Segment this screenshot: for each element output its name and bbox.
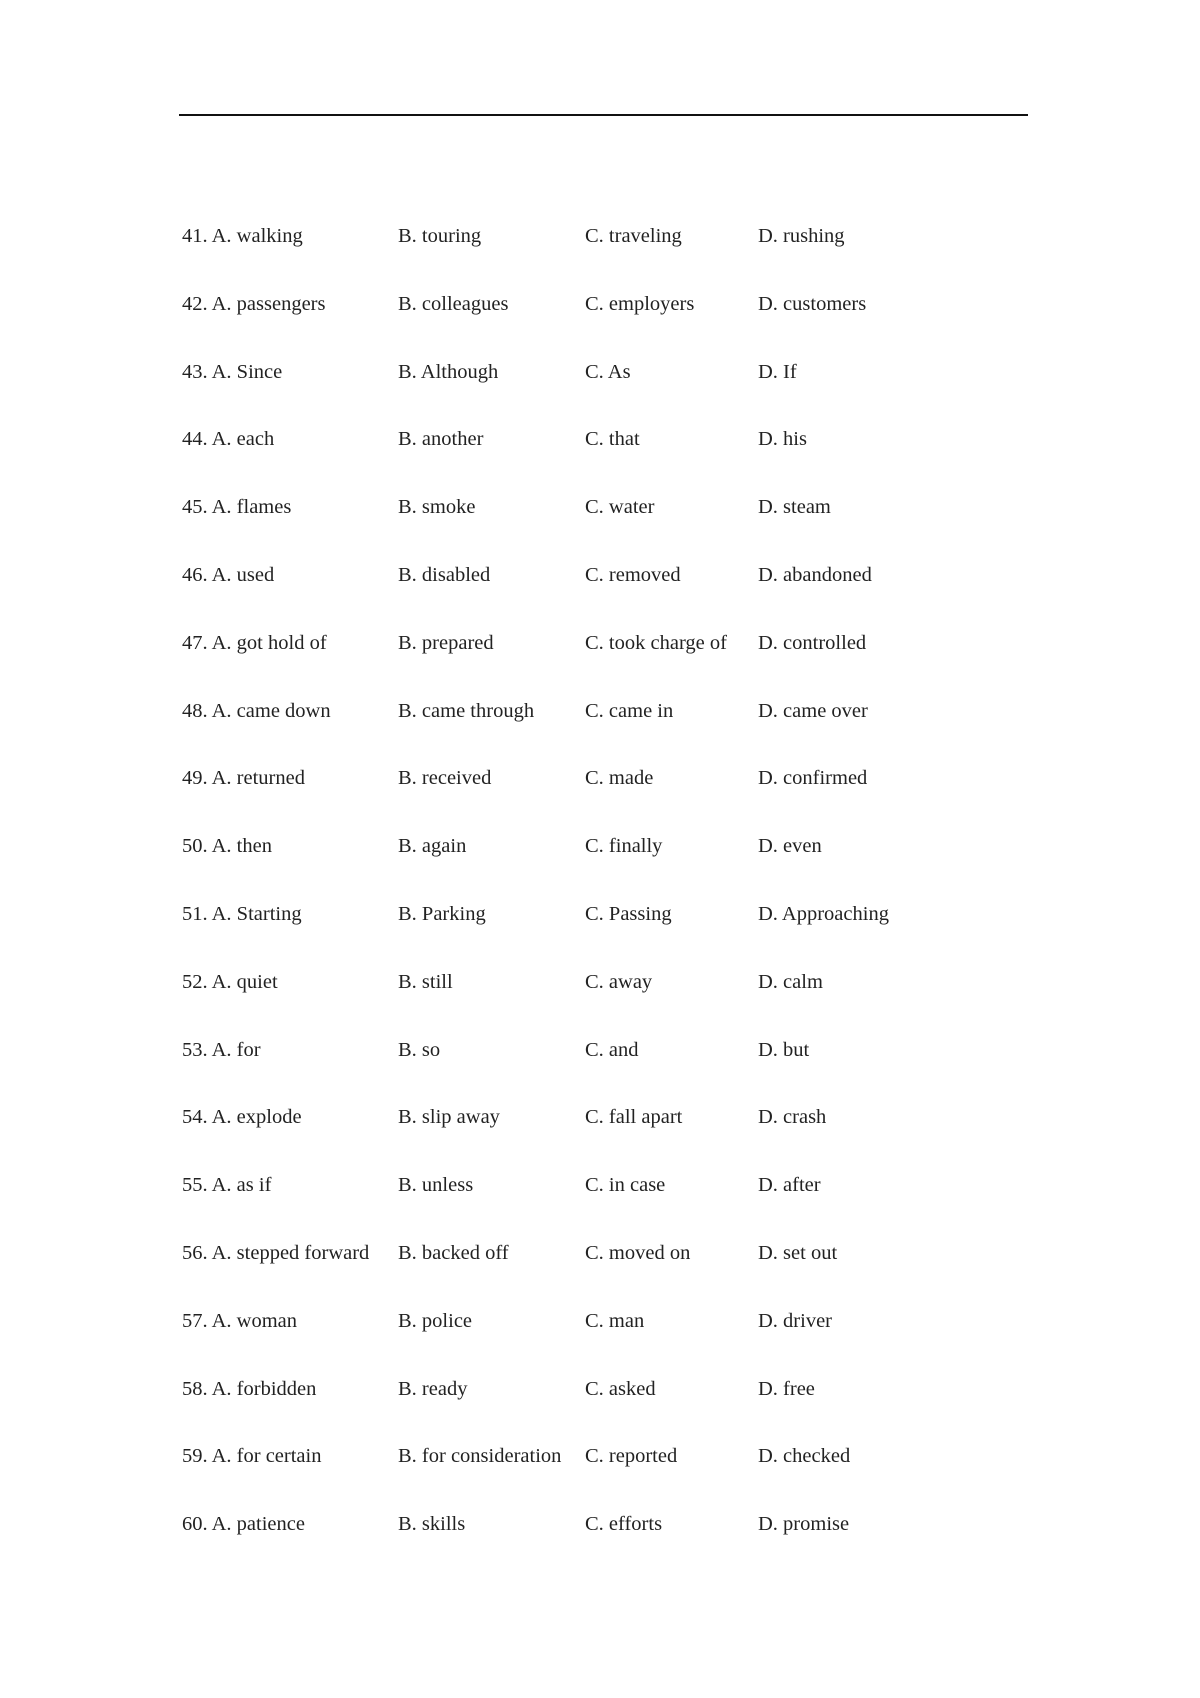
option-c: C. and xyxy=(585,1038,639,1061)
option-c: C. fall apart xyxy=(585,1106,683,1129)
option-a: 60. A. patience xyxy=(182,1513,305,1536)
option-c: C. that xyxy=(585,428,640,451)
option-c: C. man xyxy=(585,1309,645,1332)
option-a: 58. A. forbidden xyxy=(182,1377,317,1400)
option-c: C. employers xyxy=(585,292,695,315)
option-b: B. disabled xyxy=(398,563,491,586)
option-d: D. Approaching xyxy=(758,902,889,925)
option-d: D. driver xyxy=(758,1309,833,1332)
option-a: 42. A. passengers xyxy=(182,292,326,315)
option-a: 41. A. walking xyxy=(182,225,303,247)
option-c: C. efforts xyxy=(585,1513,663,1536)
question-row xyxy=(182,1239,1042,1307)
question-row xyxy=(182,290,1042,358)
option-d: D. free xyxy=(758,1377,815,1400)
option-c: C. water xyxy=(585,496,655,519)
option-c: C. moved on xyxy=(585,1241,691,1264)
option-b: B. received xyxy=(398,767,492,790)
question-row xyxy=(182,425,1042,493)
option-c: C. away xyxy=(585,970,653,993)
option-b: B. for consideration xyxy=(398,1445,562,1468)
option-d: D. crash xyxy=(758,1106,827,1129)
question-row xyxy=(182,493,1042,561)
option-c: C. made xyxy=(585,767,654,790)
option-b: B. another xyxy=(398,428,484,451)
option-d: D. controlled xyxy=(758,631,867,654)
option-a: 43. A. Since xyxy=(182,360,283,383)
option-d: D. If xyxy=(758,360,797,383)
option-a: 57. A. woman xyxy=(182,1309,298,1332)
question-row xyxy=(182,764,1042,832)
option-b: B. smoke xyxy=(398,496,476,519)
option-c: C. removed xyxy=(585,563,681,586)
option-d: D. steam xyxy=(758,496,831,519)
option-b: B. so xyxy=(398,1038,441,1061)
option-b: B. ready xyxy=(398,1377,468,1400)
option-a: 53. A. for xyxy=(182,1038,261,1061)
question-row xyxy=(182,1171,1042,1239)
option-d: D. customers xyxy=(758,292,867,315)
question-row xyxy=(182,561,1042,629)
option-b: B. came through xyxy=(398,699,535,722)
question-row xyxy=(182,1375,1042,1443)
option-c: C. took charge of xyxy=(585,631,727,654)
option-b: B. unless xyxy=(398,1174,474,1197)
question-row xyxy=(182,1510,1042,1578)
option-d: D. set out xyxy=(758,1241,838,1264)
question-row xyxy=(182,222,1042,290)
question-row xyxy=(182,1103,1042,1171)
question-list xyxy=(182,222,1042,1578)
option-b: B. again xyxy=(398,835,467,858)
option-d: D. after xyxy=(758,1174,821,1197)
option-b: B. police xyxy=(398,1309,473,1332)
option-c: C. As xyxy=(585,360,631,383)
option-a: 49. A. returned xyxy=(182,767,305,790)
option-a: 45. A. flames xyxy=(182,496,292,519)
question-row xyxy=(182,697,1042,765)
option-a: 47. A. got hold of xyxy=(182,631,327,654)
option-a: 52. A. quiet xyxy=(182,970,278,993)
option-b: B. slip away xyxy=(398,1106,500,1129)
question-row xyxy=(182,968,1042,1036)
option-c: C. asked xyxy=(585,1377,656,1400)
option-b: B. skills xyxy=(398,1513,466,1536)
option-a: 59. A. for certain xyxy=(182,1445,322,1468)
question-row xyxy=(182,832,1042,900)
option-d: D. confirmed xyxy=(758,767,868,790)
option-d: D. rushing xyxy=(758,225,845,247)
option-b: B. still xyxy=(398,970,453,993)
option-d: D. but xyxy=(758,1038,810,1061)
option-a: 46. A. used xyxy=(182,563,275,586)
option-a: 54. A. explode xyxy=(182,1106,302,1129)
option-a: 48. A. came down xyxy=(182,699,331,722)
option-a: 55. A. as if xyxy=(182,1174,272,1197)
option-c: C. traveling xyxy=(585,225,682,247)
option-b: B. Parking xyxy=(398,902,486,925)
question-row xyxy=(182,1442,1042,1510)
option-b: B. colleagues xyxy=(398,292,509,315)
question-row xyxy=(182,1036,1042,1104)
option-c: C. reported xyxy=(585,1445,678,1468)
option-d: D. abandoned xyxy=(758,563,872,586)
option-d: D. his xyxy=(758,428,807,451)
option-b: B. Although xyxy=(398,360,499,383)
question-row xyxy=(182,629,1042,697)
option-b: B. backed off xyxy=(398,1241,509,1264)
option-a: 51. A. Starting xyxy=(182,902,302,925)
option-d: D. came over xyxy=(758,699,868,722)
question-row xyxy=(182,358,1042,426)
option-a: 50. A. then xyxy=(182,835,272,858)
option-b: B. touring xyxy=(398,225,482,247)
option-c: C. Passing xyxy=(585,902,672,925)
option-d: D. promise xyxy=(758,1513,850,1536)
option-d: D. checked xyxy=(758,1445,851,1468)
option-d: D. calm xyxy=(758,970,823,993)
option-c: C. finally xyxy=(585,835,663,858)
option-c: C. in case xyxy=(585,1174,666,1197)
option-b: B. prepared xyxy=(398,631,494,654)
option-a: 56. A. stepped forward xyxy=(182,1241,370,1264)
header-rule xyxy=(179,114,1028,116)
option-a: 44. A. each xyxy=(182,428,275,451)
option-d: D. even xyxy=(758,835,822,858)
option-c: C. came in xyxy=(585,699,674,722)
question-row xyxy=(182,900,1042,968)
question-row xyxy=(182,1307,1042,1375)
